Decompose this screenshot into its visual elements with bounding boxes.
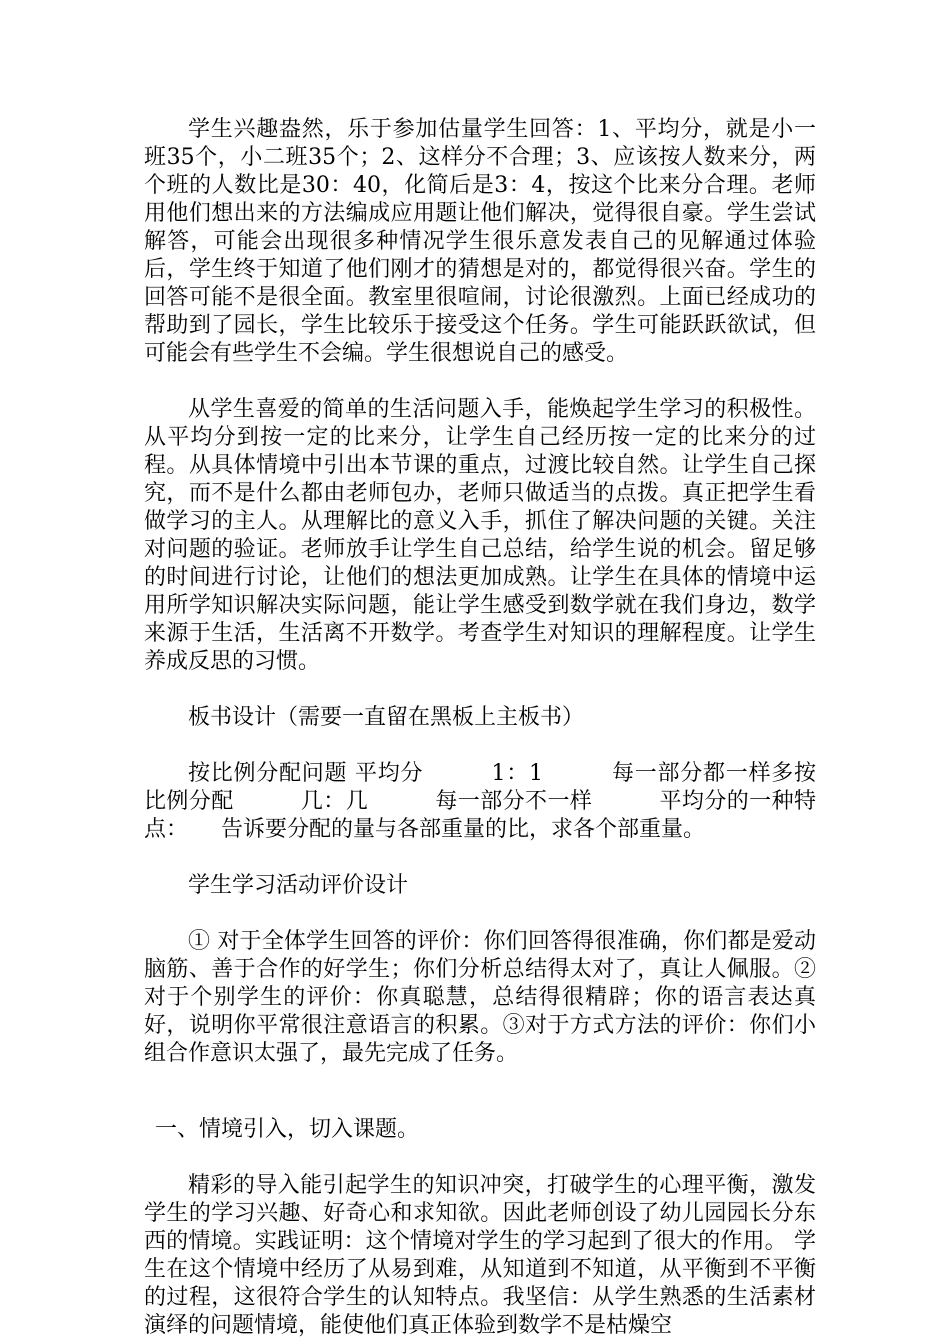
paragraph-student-responses: 学生兴趣盎然，乐于参加估量学生回答：1、平均分，就是小一班35个，小二班35个；2、这样分不合理；3、应该按人数来分，两个班的人数比是30：40，化简后是3：4，按这个比来分合理。老师用他们想出来的方法编成应用题让他们解决，觉得很自豪。学生尝试解答，可能会出现很多种情况学生很乐意发表自己的见解通过体验后，学生终于知道了他们刚才的猜想是对的，都觉得很兴奋。学生的回答可能不是很全面。教室里很喧闹，讨论很激烈。上面已经成功的帮助到了园长，学生比较乐于接受这个任务。学生可能跃跃欲试，但可能会有些学生不会编。学生很想说自己的感受。 (144, 117, 817, 366)
paragraph-introduction: 精彩的导入能引起学生的知识冲突，打破学生的心理平衡，激发学生的学习兴趣、好奇心和求知欲。因此老师创设了幼儿园园长分东西的情境。实践证明：这个情境对学生的学习起到了很大的作用。 学生在这个情境中经历了从易到难，从知道到不知道，从平衡到不平衡的过程，这很符合学生的认知特点。我坚信：从学生熟悉的生活素材演绎的问题情境，能使他们真正体验到数学不是枯燥空 (144, 1173, 816, 1338)
section-heading: 一、情境引入，切入课题。 (155, 1117, 420, 1142)
paragraph-evaluation-title: 学生学习活动评价设计 (188, 873, 409, 898)
document-page (144, 116, 816, 1340)
paragraph-evaluation-content: ① 对于全体学生回答的评价：你们回答得很准确，你们都是爱动脑筋、善于合作的好学生；你们分析总结得太对了，真让人佩服。②对于个别学生的评价：你真聪慧，总结得很精辟；你的语言表达真好，说明你平常很注意语言的积累。③对于方式方法的评价：你们小组合作意识太强了，最先完成了任务。 (144, 929, 816, 1066)
paragraph-board-design-title: 板书设计（需要一直留在黑板上主板书） (188, 705, 585, 730)
paragraph-teaching-reflection: 从学生喜爱的简单的生活问题入手，能焕起学生学习的积极性。从平均分到按一定的比来分，让学生自己经历按一定的比来分的过程。从具体情境中引出本节课的重点，过渡比较自然。让学生自己探究，而不是什么都由老师包办，老师只做适当的点拨。真正把学生看做学习的主人。从理解比的意义入手，抓住了解决问题的关键。关注对问题的验证。老师放手让学生自己总结，给学生说的机会。留足够的时间进行讨论，让他们的想法更加成熟。让学生在具体的情境中运用所学知识解决实际问题，能让学生感受到数学就在我们身边，数学来源于生活，生活离不开数学。考查学生对知识的理解程度。让学生养成反思的习惯。 (144, 397, 816, 674)
paragraph-board-design-content: 按比例分配问题 平均分 1：1 每一部分都一样多按比例分配 几：几 每一部分不一样 平均分的一种特点： 告诉要分配的量与各部重量的比，求各个部重量。 (144, 761, 816, 842)
